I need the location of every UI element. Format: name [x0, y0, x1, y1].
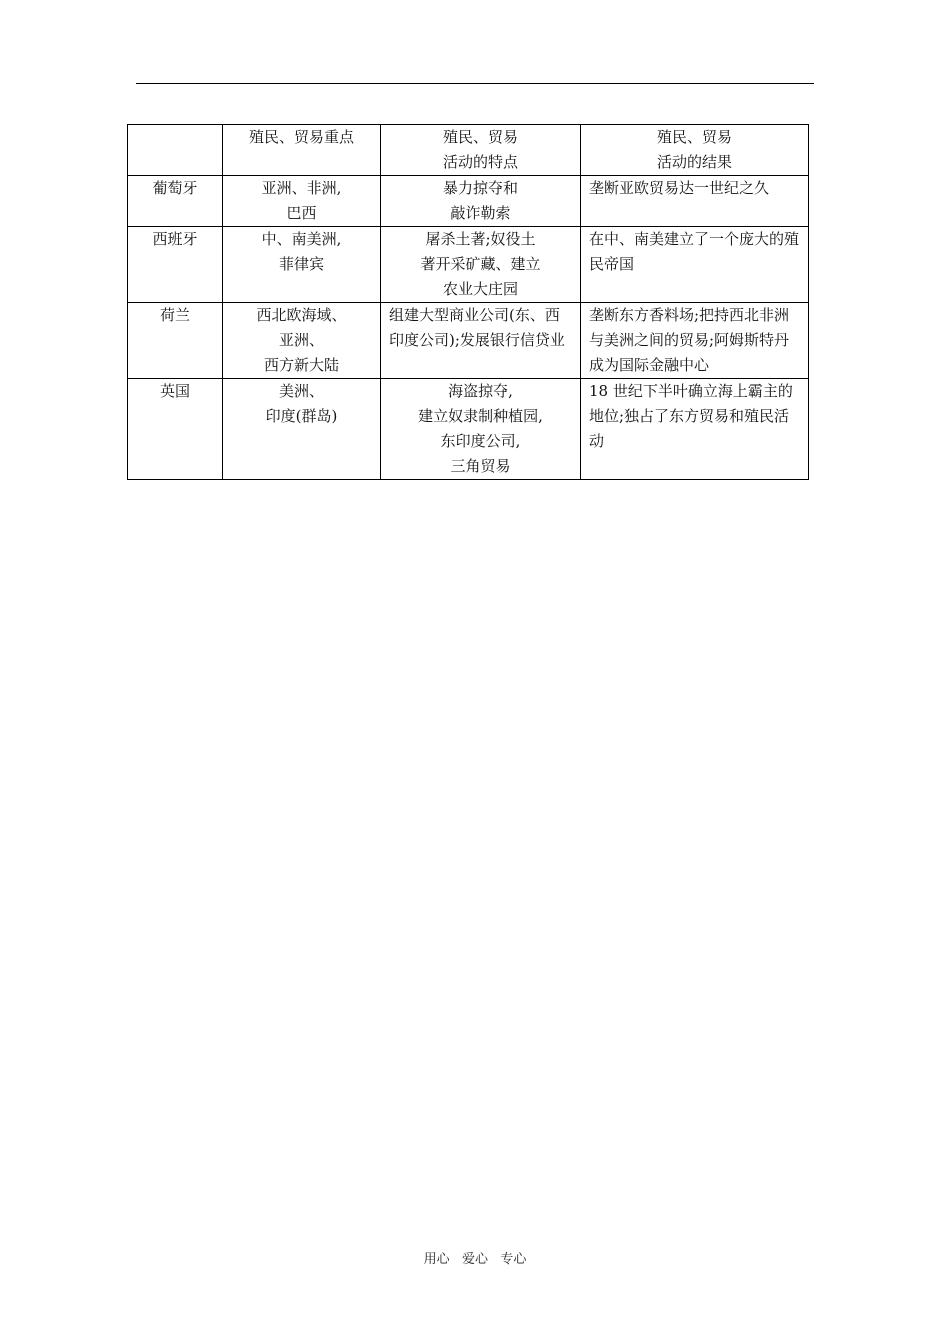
focus-cell: 中、南美洲, 菲律宾: [223, 227, 381, 303]
results-cell: 垄断东方香料场;把持西北非洲与美洲之间的贸易;阿姆斯特丹成为国际金融中心: [581, 303, 809, 379]
focus-cell: 西北欧海域、 亚洲、 西方新大陆: [223, 303, 381, 379]
header-cell-features: 殖民、贸易 活动的特点: [381, 125, 581, 176]
table-row: [128, 303, 809, 379]
table-row: [128, 227, 809, 303]
country-cell: 西班牙: [128, 227, 223, 303]
features-cell: 组建大型商业公司(东、西印度公司);发展银行信贷业: [381, 303, 581, 379]
focus-cell: 亚洲、非洲, 巴西: [223, 176, 381, 227]
country-cell: 荷兰: [128, 303, 223, 379]
page-footer: 用心 爱心 专心: [423, 1252, 527, 1267]
table-row: [128, 176, 809, 227]
table-row: [128, 379, 809, 480]
focus-cell: 美洲、 印度(群岛): [223, 379, 381, 480]
table-header-row: [128, 125, 809, 176]
results-cell: 垄断亚欧贸易达一世纪之久: [581, 176, 809, 227]
results-cell: 18 世纪下半叶确立海上霸主的地位;独占了东方贸易和殖民活动: [581, 379, 809, 480]
header-cell-focus: 殖民、贸易重点: [223, 125, 381, 176]
results-cell: 在中、南美建立了一个庞大的殖民帝国: [581, 227, 809, 303]
features-cell: 海盗掠夺, 建立奴隶制种植园, 东印度公司, 三角贸易: [381, 379, 581, 480]
country-cell: 葡萄牙: [128, 176, 223, 227]
header-cell-corner: [128, 125, 223, 176]
features-cell: 暴力掠夺和 敲诈勒索: [381, 176, 581, 227]
country-cell: 英国: [128, 379, 223, 480]
header-cell-results: 殖民、贸易 活动的结果: [581, 125, 809, 176]
header-rule: [136, 83, 814, 84]
features-cell: 屠杀土著;奴役土 著开采矿藏、建立 农业大庄园: [381, 227, 581, 303]
colonial-trade-table: [127, 124, 809, 480]
